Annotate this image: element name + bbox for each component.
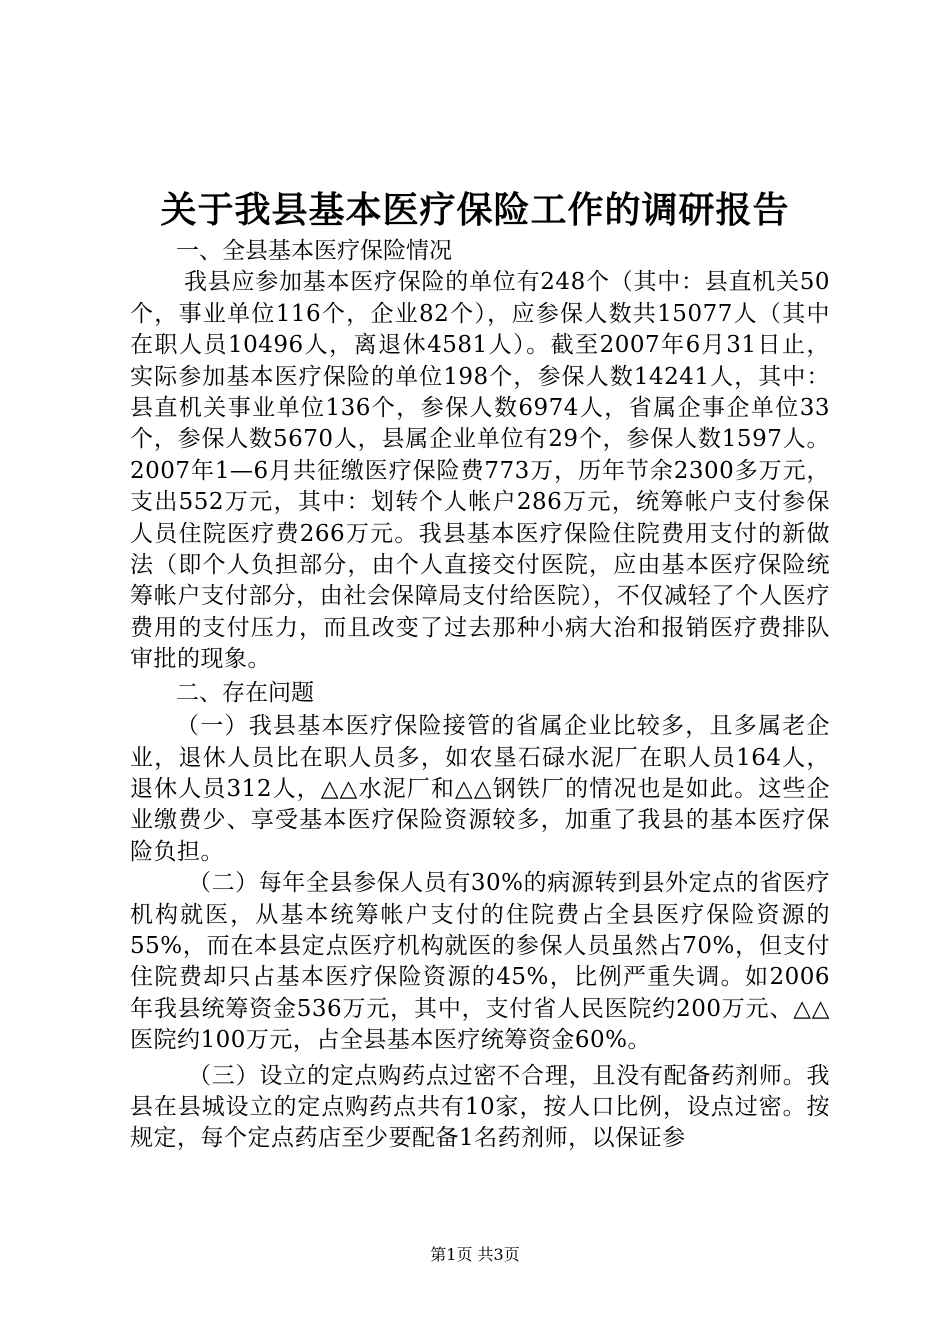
paragraph: （二）每年全县参保人员有30%的病源转到县外定点的省医疗机构就医，从基本统筹帐户支付的住院费占全县医疗保险资源的55%，而在本县定点医疗机构就医的参保人员虽然占70%，但支付住院费却只占基本医疗保险资源的45%，比例严重失调。如2006年我县统筹资金536万元，其中，支付省人民医院约200万元、△△医院约100万元，占全县基本医疗统筹资金60%。 [130, 870, 830, 1054]
section-heading: 一、全县基本医疗保险情况 [176, 238, 452, 264]
paragraph: 我县应参加基本医疗保险的单位有248个（其中：县直机关50个，事业单位116个，企业82个），应参保人数共15077人（其中在职人员10496人，离退休4581人）。截至2007年6月31日止，实际参加基本医疗保险的单位198个，参保人数14241人，其中：县直机关事业单位136个，参保人数6974人，省属企事企单位33个，参保人数5670人，县属企业单位有29个，参保人数1597人。2007年1—6月共征缴医疗保险费773万，历年节余2300多万元，支出552万元，其中：划转个人帐户286万元，统筹帐户支付参保人员住院医疗费266万元。我县基本医疗保险住院费用支付的新做法（即个人负担部分，由个人直接交付医院，应由基本医疗保险统筹帐户支付部分，由社会保障局支付给医院），不仅减轻了个人医疗费用的支付压力，而且改变了过去那种小病大治和报销医疗费排队审批的现象。 [130, 269, 830, 673]
page-footer: 第1页 共3页 [430, 1245, 520, 1264]
paragraph: （一）我县基本医疗保险接管的省属企业比较多，且多属老企业，退休人员比在职人员多，如农垦石碌水泥厂在职人员164人，退休人员312人，△△水泥厂和△△钢铁厂的情况也是如此。这些企业缴费少、享受基本医疗保险资源较多，加重了我县的基本医疗保险负担。 [130, 713, 830, 865]
section-heading: 二、存在问题 [176, 679, 314, 706]
document-body [130, 236, 830, 1155]
document-title: 关于我县基本医疗保险工作的调研报告 [160, 189, 790, 231]
paragraph: （三）设立的定点购药点过密不合理，且没有配备药剂师。我县在县城设立的定点购药点共有10家，按人口比例，设点过密。按规定，每个定点药店至少要配备1名药剂师，以保证参 [130, 1062, 830, 1152]
